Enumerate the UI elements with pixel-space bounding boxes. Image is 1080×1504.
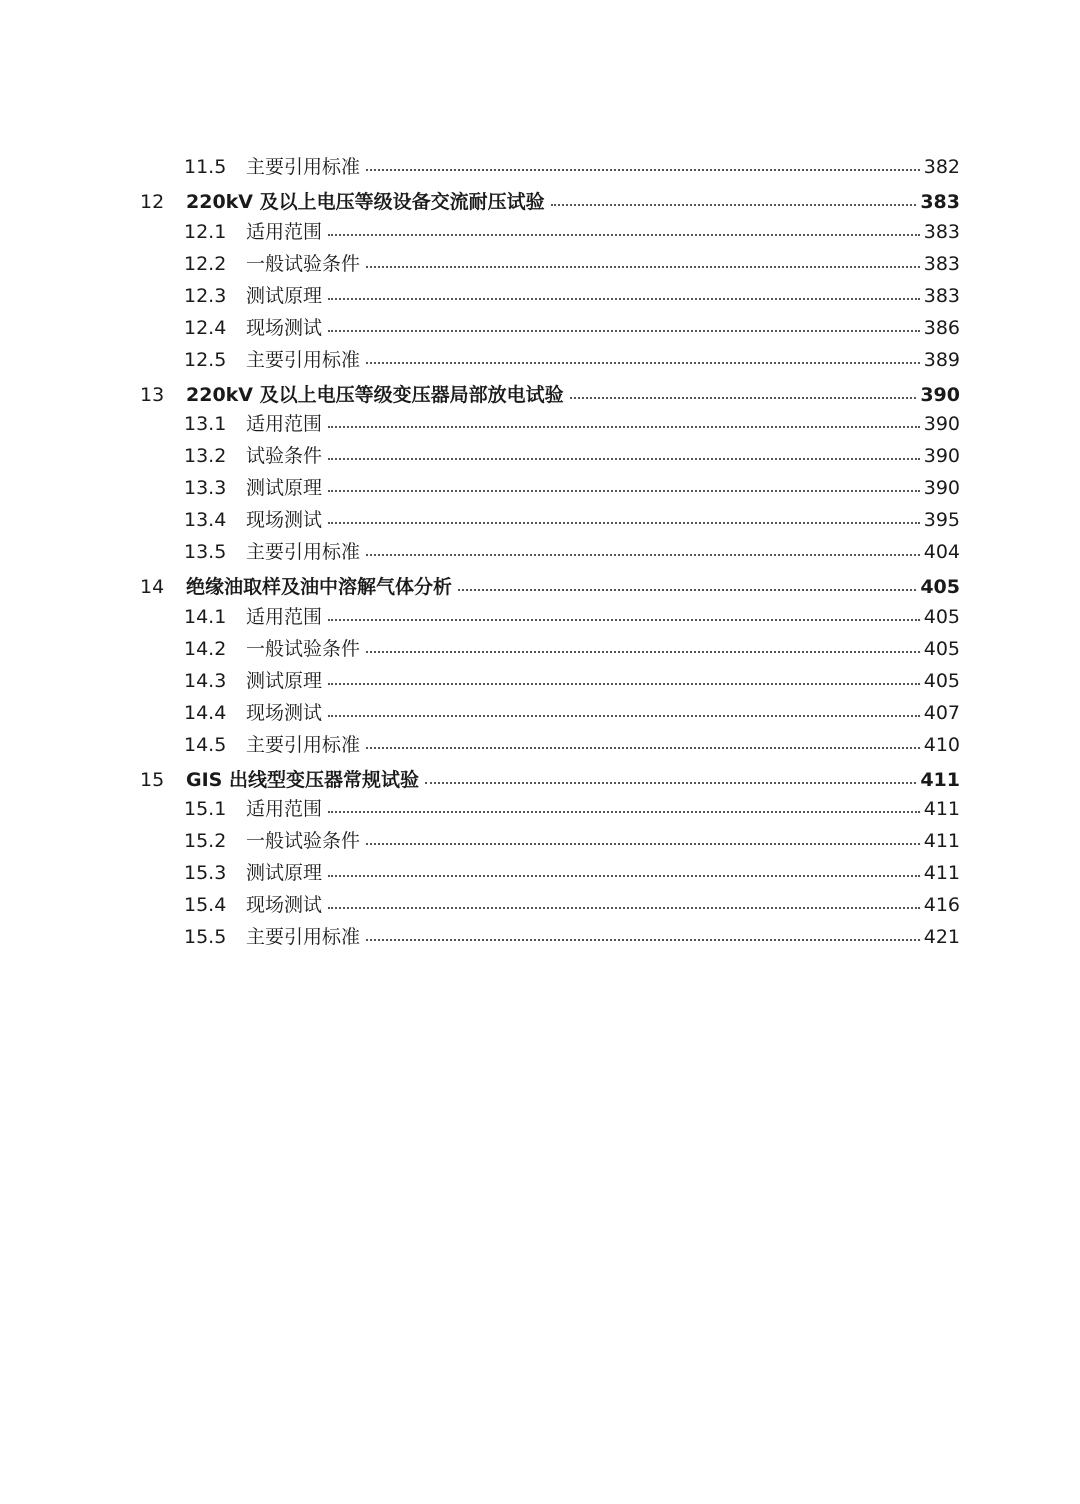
toc-row xyxy=(184,858,960,888)
dot-leader xyxy=(328,907,920,909)
dot-leader xyxy=(366,362,920,364)
toc-row xyxy=(184,666,960,696)
toc-number: 13 xyxy=(140,384,165,406)
toc-row xyxy=(184,537,960,567)
toc-page: 411 xyxy=(920,769,960,791)
toc-page: 407 xyxy=(923,702,960,724)
toc-page: 411 xyxy=(923,830,960,852)
toc-number: 13.3 xyxy=(184,477,227,499)
toc-title: 适用范围 xyxy=(246,413,323,435)
toc-number: 13.5 xyxy=(184,541,227,563)
toc-number: 14.3 xyxy=(184,670,227,692)
toc-row xyxy=(184,473,960,503)
toc-title: 绝缘油取样及油中溶解气体分析 xyxy=(186,576,453,598)
toc-title: 现场测试 xyxy=(246,894,323,916)
dot-leader xyxy=(328,811,920,813)
dot-leader xyxy=(366,747,920,749)
toc-page: 405 xyxy=(920,576,960,598)
toc-title: 试验条件 xyxy=(246,445,323,467)
toc-number: 14.2 xyxy=(184,638,227,660)
toc-title: 测试原理 xyxy=(246,477,323,499)
toc-title: 一般试验条件 xyxy=(246,253,361,275)
toc-title: 220kV 及以上电压等级设备交流耐压试验 xyxy=(186,191,545,213)
toc-row xyxy=(184,505,960,535)
toc-title: 现场测试 xyxy=(246,509,323,531)
dot-leader xyxy=(328,715,920,717)
toc-title: 适用范围 xyxy=(246,221,323,243)
toc-number: 15.4 xyxy=(184,894,227,916)
toc-page: 395 xyxy=(923,509,960,531)
toc-title: 主要引用标准 xyxy=(246,541,361,563)
toc-page: 389 xyxy=(923,349,960,371)
toc-title: 一般试验条件 xyxy=(246,638,361,660)
toc-row xyxy=(184,730,960,760)
toc-number: 15.3 xyxy=(184,862,227,884)
dot-leader xyxy=(425,782,916,784)
toc-title: 测试原理 xyxy=(246,862,323,884)
toc-page: 386 xyxy=(923,317,960,339)
dot-leader xyxy=(328,875,920,877)
toc-row xyxy=(184,794,960,824)
toc-number: 12 xyxy=(140,191,165,213)
toc-page: 405 xyxy=(923,638,960,660)
toc-number: 12.4 xyxy=(184,317,227,339)
toc-number: 14.1 xyxy=(184,606,227,628)
toc-page: 383 xyxy=(923,221,960,243)
toc-page: 416 xyxy=(923,894,960,916)
toc-row xyxy=(140,572,960,602)
toc-row xyxy=(184,409,960,439)
toc-row xyxy=(184,313,960,343)
toc-row xyxy=(140,765,960,795)
toc-row xyxy=(184,698,960,728)
toc-title: 适用范围 xyxy=(246,798,323,820)
toc-row xyxy=(184,602,960,632)
toc-title: 适用范围 xyxy=(246,606,323,628)
toc-title: 一般试验条件 xyxy=(246,830,361,852)
dot-leader xyxy=(328,683,920,685)
toc-row xyxy=(184,922,960,952)
toc-title: GIS 出线型变压器常规试验 xyxy=(186,769,419,791)
toc-number: 15.1 xyxy=(184,798,227,820)
toc-number: 14.5 xyxy=(184,734,227,756)
toc-row xyxy=(184,441,960,471)
toc-title: 220kV 及以上电压等级变压器局部放电试验 xyxy=(186,384,564,406)
toc-page: 383 xyxy=(923,285,960,307)
toc-row xyxy=(184,634,960,664)
dot-leader xyxy=(328,522,920,524)
toc-page: 410 xyxy=(923,734,960,756)
toc-title: 测试原理 xyxy=(246,670,323,692)
toc-page: 405 xyxy=(923,670,960,692)
toc-number: 12.1 xyxy=(184,221,227,243)
toc-title: 主要引用标准 xyxy=(246,349,361,371)
toc-page: 383 xyxy=(920,191,960,213)
dot-leader xyxy=(328,490,920,492)
dot-leader xyxy=(366,554,920,556)
toc-number: 15.5 xyxy=(184,926,227,948)
dot-leader xyxy=(366,266,920,268)
dot-leader xyxy=(570,397,917,399)
toc-title: 测试原理 xyxy=(246,285,323,307)
toc-page: 421 xyxy=(923,926,960,948)
toc-number: 12.3 xyxy=(184,285,227,307)
toc-row xyxy=(184,152,960,182)
dot-leader xyxy=(366,169,920,171)
dot-leader xyxy=(366,843,920,845)
toc-page: 390 xyxy=(923,477,960,499)
dot-leader xyxy=(366,939,920,941)
toc-number: 11.5 xyxy=(184,156,227,178)
dot-leader xyxy=(328,426,920,428)
toc-page: 383 xyxy=(923,253,960,275)
toc-row xyxy=(184,281,960,311)
toc-number: 13.1 xyxy=(184,413,227,435)
toc-row xyxy=(184,826,960,856)
dot-leader xyxy=(551,204,917,206)
toc-number: 13.2 xyxy=(184,445,227,467)
toc-row xyxy=(140,380,960,410)
dot-leader xyxy=(328,458,920,460)
toc-number: 14 xyxy=(140,576,165,598)
toc-page: 411 xyxy=(923,862,960,884)
dot-leader xyxy=(328,619,920,621)
toc-number: 15.2 xyxy=(184,830,227,852)
toc-page: 390 xyxy=(920,384,960,406)
toc-page: 390 xyxy=(923,413,960,435)
dot-leader xyxy=(458,589,916,591)
toc-row xyxy=(184,890,960,920)
toc-page: 404 xyxy=(923,541,960,563)
toc-page: 382 xyxy=(923,156,960,178)
toc-page: 390 xyxy=(923,445,960,467)
toc-number: 13.4 xyxy=(184,509,227,531)
toc-row xyxy=(184,217,960,247)
toc-page: 411 xyxy=(923,798,960,820)
toc-number: 12.5 xyxy=(184,349,227,371)
dot-leader xyxy=(366,651,920,653)
toc-number: 15 xyxy=(140,769,165,791)
toc-title: 主要引用标准 xyxy=(246,156,361,178)
toc-page: 405 xyxy=(923,606,960,628)
toc-row xyxy=(184,345,960,375)
dot-leader xyxy=(328,234,920,236)
dot-leader xyxy=(328,298,920,300)
dot-leader xyxy=(328,330,920,332)
toc-title: 现场测试 xyxy=(246,702,323,724)
toc-number: 14.4 xyxy=(184,702,227,724)
toc-title: 主要引用标准 xyxy=(246,734,361,756)
toc-title: 主要引用标准 xyxy=(246,926,361,948)
toc-row xyxy=(140,187,960,217)
toc-row xyxy=(184,249,960,279)
toc-number: 12.2 xyxy=(184,253,227,275)
toc-title: 现场测试 xyxy=(246,317,323,339)
